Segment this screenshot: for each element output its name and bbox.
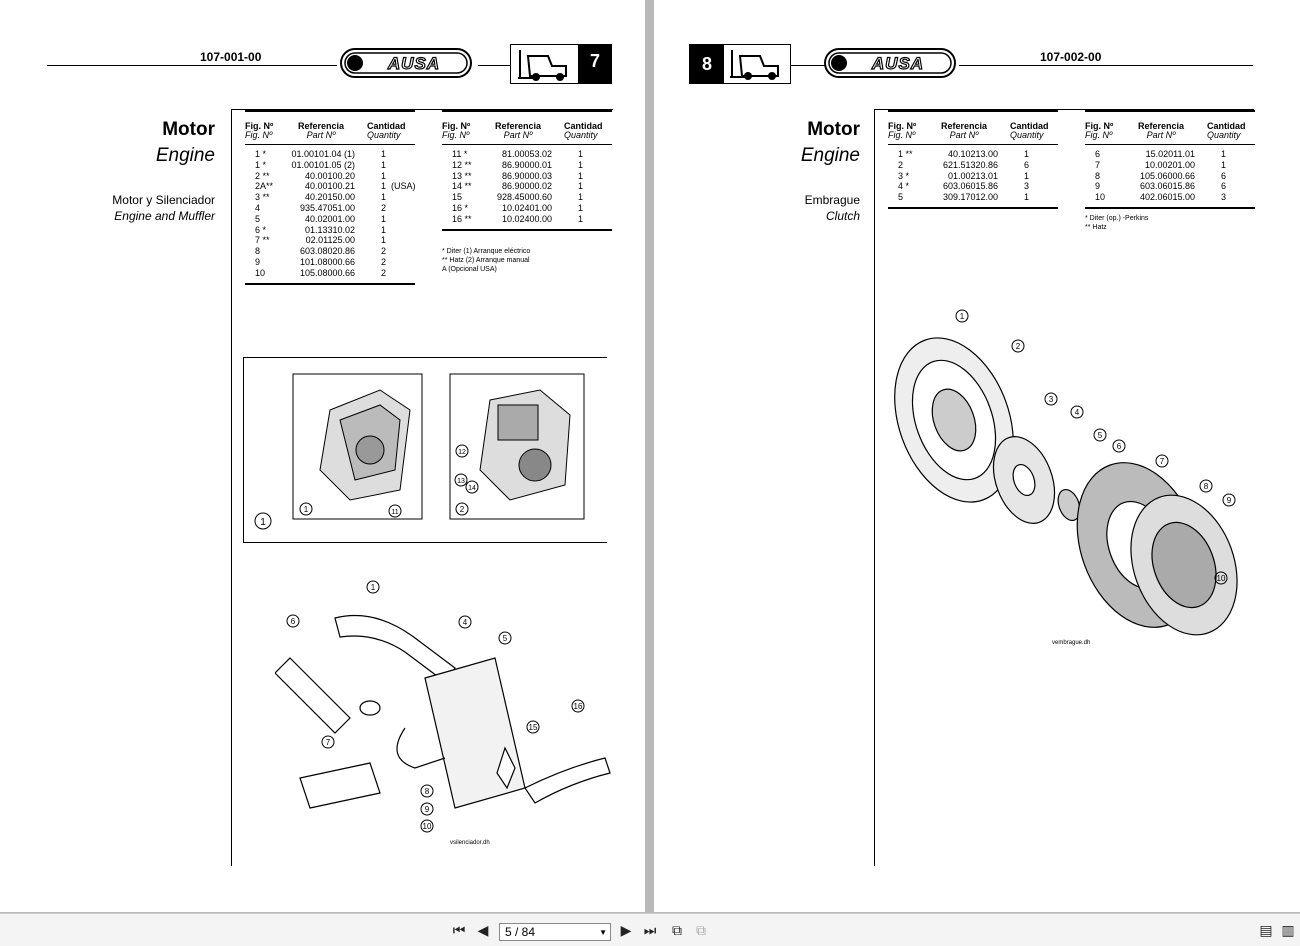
table-row <box>442 149 612 160</box>
cell-qty: 1 <box>1024 170 1030 181</box>
table-row <box>245 257 415 268</box>
subtitle-es: Embrague <box>804 193 860 207</box>
svg-text:6: 6 <box>290 617 296 626</box>
subtitle-en: Clutch <box>825 209 860 223</box>
cell-ref: 101.08000.66 <box>299 256 355 267</box>
page-number: 8 <box>690 45 724 83</box>
table-row <box>888 160 1058 171</box>
column-rule <box>231 109 232 866</box>
table-row <box>245 192 415 203</box>
page-code: 107-001-00 <box>200 50 262 64</box>
svg-text:4: 4 <box>1074 408 1080 417</box>
cell-fig: 6 * <box>255 224 267 235</box>
svg-text:9: 9 <box>424 805 430 814</box>
cell-fig: 8 <box>1095 170 1101 181</box>
table-row <box>442 171 612 182</box>
cell-qty: 2 <box>381 267 387 278</box>
header-qty-en: Quantity <box>564 130 598 140</box>
cell-ref: 81.00053.02 <box>501 149 552 159</box>
table-row <box>442 181 612 192</box>
cell-qty: 2 <box>381 202 387 213</box>
title-es: Motor <box>162 119 215 140</box>
header-rule <box>959 65 1253 66</box>
cell-fig: 2A** <box>255 181 274 192</box>
right-page <box>654 0 1300 912</box>
table-header <box>442 112 612 145</box>
header-ref-en: Part Nº <box>949 130 979 140</box>
table-row <box>245 268 415 279</box>
cell-ref: 40.00100.21 <box>304 181 355 192</box>
cell-qty: 1 <box>381 235 387 246</box>
table-row <box>442 203 612 214</box>
ausa-logo <box>340 48 472 78</box>
header-rule <box>791 65 825 66</box>
svg-text:8: 8 <box>424 787 430 796</box>
table-row <box>1085 149 1255 160</box>
cell-fig: 6 <box>1095 149 1101 159</box>
back-view-icon[interactable]: ⧉ <box>672 921 682 938</box>
cell-qty: 1 <box>381 192 387 203</box>
cell-ref: 02.01125.00 <box>305 235 355 246</box>
table-row <box>245 181 415 192</box>
cell-fig: 15 <box>452 192 463 203</box>
header-ref: Referencia <box>494 121 542 131</box>
page-number-input[interactable] <box>499 923 611 941</box>
svg-text:1: 1 <box>260 517 266 528</box>
cell-ref: 10.00201.00 <box>1144 159 1195 170</box>
cell-qty: 1 <box>1221 149 1227 159</box>
header-rule <box>478 65 513 66</box>
subtitle-es: Motor y Silenciador <box>112 193 215 207</box>
muffler-exploded-diagram <box>275 578 625 848</box>
cell-ref: 10.02400.00 <box>501 213 552 224</box>
table-row <box>442 214 612 225</box>
title-es: Motor <box>807 119 860 140</box>
chevron-down-icon[interactable]: ▼ <box>599 927 607 937</box>
header-fig-en: Fig. Nº <box>442 130 470 140</box>
cell-ref: 86.90000.03 <box>501 170 552 181</box>
cell-ref: 935.47051.00 <box>299 202 355 213</box>
note-line: ** Hatz <box>1085 224 1107 231</box>
figure-rule <box>243 357 244 543</box>
cell-fig: 10 <box>255 267 266 278</box>
svg-text:11: 11 <box>391 509 399 516</box>
cell-ref: 105.08000.66 <box>299 267 355 278</box>
cell-fig: 13 ** <box>452 170 472 181</box>
cell-qty: 1 <box>1221 159 1227 170</box>
table-notes <box>442 247 530 274</box>
cell-fig: 3 * <box>898 170 910 181</box>
svg-text:6: 6 <box>1116 442 1122 451</box>
svg-text:1: 1 <box>959 312 965 321</box>
cell-ref: 603.06015.86 <box>942 181 998 192</box>
table-row <box>1085 160 1255 171</box>
table-row <box>245 214 415 225</box>
cell-fig: 16 ** <box>452 213 472 224</box>
svg-text:1: 1 <box>303 505 309 514</box>
table-row <box>888 149 1058 160</box>
cell-ref: 621.51320.86 <box>942 159 998 170</box>
svg-text:10: 10 <box>1216 574 1226 583</box>
cell-fig: 7 ** <box>255 235 270 246</box>
cell-ref: 86.90000.01 <box>501 159 552 170</box>
cell-fig: 10 <box>1095 192 1106 203</box>
cell-ref: 402.06015.00 <box>1139 192 1195 203</box>
svg-text:5: 5 <box>1097 431 1103 440</box>
cell-ref: 01.00101.05 (2) <box>291 159 355 170</box>
header-fig-en: Fig. Nº <box>245 130 273 140</box>
svg-text:7: 7 <box>1159 457 1165 466</box>
figure-rule <box>243 357 607 358</box>
header-fig-en: Fig. Nº <box>888 130 916 140</box>
svg-text:3: 3 <box>1048 395 1054 404</box>
cell-fig: 4 <box>255 202 261 213</box>
figure-rule <box>243 542 607 543</box>
next-page-icon[interactable]: ▶ <box>620 921 632 938</box>
table-row <box>888 181 1058 192</box>
title-en: Engine <box>800 145 860 166</box>
parts-table-2 <box>442 110 612 231</box>
table-row <box>245 149 415 160</box>
cell-ref: 40.20150.00 <box>304 192 355 203</box>
cell-ref: 40.10213.00 <box>947 149 998 159</box>
cell-ref: 603.06015.86 <box>1139 181 1195 192</box>
cell-fig: 1 * <box>255 149 267 159</box>
note-line: ** Hatz (2) Arranque manual <box>442 257 530 264</box>
cell-fig: 1 * <box>255 159 267 170</box>
page-code: 107-002-00 <box>1040 50 1102 64</box>
cell-fig: 9 <box>1095 181 1101 192</box>
header-ref: Referencia <box>1137 121 1185 131</box>
cell-qty: 1 <box>578 202 584 213</box>
cell-qty: 1 (USA) <box>381 181 416 192</box>
table-row <box>1085 192 1255 203</box>
parts-table-1 <box>888 110 1058 209</box>
page-number: 7 <box>589 51 600 71</box>
header-qty: Cantidad <box>564 121 603 131</box>
table-header <box>1085 112 1255 145</box>
svg-text:15: 15 <box>528 723 538 732</box>
cell-ref: 40.00100.20 <box>304 170 355 181</box>
cell-ref: 309.17012.00 <box>942 192 998 203</box>
header-ref-en: Part Nº <box>306 130 336 140</box>
note-line: * Diter (op.) -Perkins <box>1085 215 1149 222</box>
table-row <box>245 246 415 257</box>
header-ref: Referencia <box>297 121 345 131</box>
cell-fig: 14 ** <box>452 181 472 192</box>
svg-text:14: 14 <box>468 485 476 492</box>
header-fig: Fig. Nº <box>888 121 917 131</box>
cell-fig: 5 <box>898 192 904 203</box>
last-page-icon[interactable]: ⏭ <box>643 921 657 938</box>
header-fig: Fig. Nº <box>442 121 471 131</box>
cell-qty: 3 <box>1221 192 1227 203</box>
cell-ref: 105.06000.66 <box>1139 170 1195 181</box>
cell-fig: 16 * <box>452 202 469 213</box>
cell-qty: 6 <box>1221 181 1227 192</box>
cell-qty: 3 <box>1024 181 1030 192</box>
table-notes <box>1085 214 1148 232</box>
cell-fig: 2 ** <box>255 170 270 181</box>
svg-text:AUSA: AUSA <box>871 54 925 73</box>
cell-qty: 2 <box>381 256 387 267</box>
cell-fig: 1 ** <box>898 149 913 159</box>
cell-qty: 2 <box>381 246 387 257</box>
svg-text:16: 16 <box>573 702 583 711</box>
table-row <box>245 160 415 171</box>
header-ref-en: Part Nº <box>1146 130 1176 140</box>
cell-ref: 928.45000.60 <box>496 192 552 203</box>
header-ref-en: Part Nº <box>503 130 533 140</box>
svg-text:AUSA: AUSA <box>387 54 441 73</box>
svg-text:1: 1 <box>370 583 376 592</box>
figure-filename: vembrague.dh <box>1052 640 1091 646</box>
header-ref: Referencia <box>940 121 988 131</box>
cell-qty: 1 <box>381 159 387 170</box>
table-row <box>888 192 1058 203</box>
header-qty: Cantidad <box>1010 121 1049 131</box>
cell-qty: 1 <box>381 224 387 235</box>
svg-text:4: 4 <box>462 618 468 627</box>
svg-text:13: 13 <box>457 478 465 485</box>
table-row <box>245 203 415 214</box>
header-fig: Fig. Nº <box>245 121 274 131</box>
table-row <box>1085 171 1255 182</box>
first-page-icon[interactable]: ⏮ <box>452 921 466 938</box>
header-qty-en: Quantity <box>367 130 401 140</box>
table-header <box>245 112 415 145</box>
single-page-icon[interactable]: ▤ <box>1259 921 1273 938</box>
header-rule <box>47 65 337 66</box>
clutch-exploded-diagram <box>894 300 1264 660</box>
table-row <box>1085 181 1255 192</box>
cell-fig: 2 <box>898 159 904 170</box>
cell-fig: 8 <box>255 246 261 257</box>
cell-ref: 15.02011.01 <box>1145 149 1195 159</box>
forklift-icon <box>724 45 790 83</box>
cell-ref: 603.08020.86 <box>299 246 355 257</box>
header-qty: Cantidad <box>367 121 406 131</box>
prev-page-icon[interactable]: ◀ <box>477 921 489 938</box>
cell-qty: 6 <box>1221 170 1227 181</box>
page-tab <box>689 44 791 84</box>
header-qty: Cantidad <box>1207 121 1246 131</box>
cell-qty: 1 <box>1024 149 1030 159</box>
cell-fig: 9 <box>255 256 261 267</box>
parts-table-2 <box>1085 110 1255 209</box>
table-row <box>442 192 612 203</box>
navigation-toolbar <box>0 913 1300 946</box>
svg-text:10: 10 <box>422 822 432 831</box>
table-row <box>245 171 415 182</box>
cell-qty: 1 <box>578 149 584 159</box>
cell-qty: 1 <box>578 170 584 181</box>
cell-qty: 1 <box>578 192 584 203</box>
table-row <box>245 225 415 236</box>
svg-text:2: 2 <box>1015 342 1021 351</box>
svg-text:2: 2 <box>459 505 465 514</box>
cell-qty: 1 <box>578 213 584 224</box>
cell-fig: 12 ** <box>452 159 472 170</box>
cell-ref: 10.02401.00 <box>501 202 552 213</box>
cell-fig: 5 <box>255 213 261 224</box>
cell-qty: 1 <box>381 170 387 181</box>
cell-ref: 01.00101.04 (1) <box>291 149 355 159</box>
header-qty-en: Quantity <box>1207 130 1241 140</box>
svg-text:9: 9 <box>1226 496 1232 505</box>
table-header <box>888 112 1058 145</box>
cell-qty: 1 <box>578 181 584 192</box>
table-row <box>442 160 612 171</box>
cell-fig: 4 * <box>898 181 910 192</box>
header-qty-en: Quantity <box>1010 130 1044 140</box>
ausa-logo <box>824 48 956 78</box>
svg-text:5: 5 <box>502 634 508 643</box>
cell-qty: 1 <box>1024 192 1030 203</box>
svg-text:12: 12 <box>458 449 466 456</box>
header-fig-en: Fig. Nº <box>1085 130 1113 140</box>
page-indicator: 5 / 84 <box>505 925 536 939</box>
cell-ref: 01.13310.02 <box>304 224 355 235</box>
cell-qty: 1 <box>381 213 387 224</box>
forward-view-icon[interactable]: ⧉ <box>696 921 706 938</box>
cell-qty: 6 <box>1024 159 1030 170</box>
column-rule <box>874 109 875 866</box>
note-line: A (Opcional USA) <box>442 266 497 273</box>
cell-fig: 7 <box>1095 159 1101 170</box>
table-row <box>888 171 1058 182</box>
title-en: Engine <box>155 145 215 166</box>
note-line: * Diter (1) Arranque eléctrico <box>442 248 531 255</box>
svg-text:8: 8 <box>1203 482 1209 491</box>
svg-text:7: 7 <box>325 738 331 747</box>
cell-ref: 86.90000.02 <box>501 181 552 192</box>
figure-filename: vsilenciador.dh <box>450 840 490 846</box>
table-row <box>245 235 415 246</box>
cell-ref: 01.00213.01 <box>947 170 998 181</box>
cell-ref: 40.02001.00 <box>304 213 355 224</box>
two-page-icon[interactable]: ▥ <box>1281 921 1295 938</box>
cell-fig: 3 ** <box>255 192 270 203</box>
left-page <box>0 0 645 912</box>
header-fig: Fig. Nº <box>1085 121 1114 131</box>
cell-qty: 1 <box>381 149 387 159</box>
subtitle-en: Engine and Muffler <box>114 209 215 223</box>
parts-table-1 <box>245 110 415 285</box>
cell-qty: 1 <box>578 159 584 170</box>
engine-photos-figure <box>250 370 605 535</box>
cell-fig: 11 * <box>452 149 468 159</box>
